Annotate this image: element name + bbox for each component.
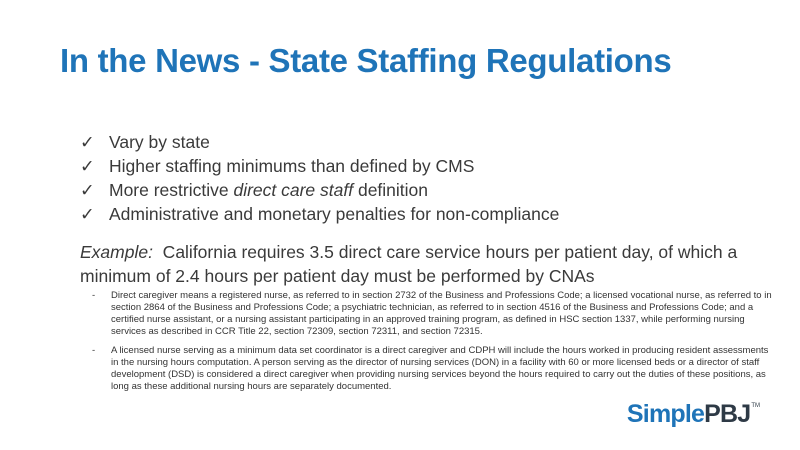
example-text: California requires 3.5 direct care service hours per patient day, of which a minimum of 2.4 hours per patient day must be performed by CNAs: [80, 242, 743, 286]
logo-pbj: PBJ: [704, 400, 751, 428]
checklist-item-text: [109, 178, 428, 202]
logo-trademark: TM: [751, 403, 760, 409]
simplepbj-logo: [627, 400, 760, 429]
checklist-item: [80, 178, 559, 202]
note-item: [92, 345, 772, 393]
checklist-item: [80, 154, 559, 178]
note-text: Direct caregiver means a registered nurse, as referred to in section 2732 of the Business and Professions Code; a licensed vocational nurse, as referred to in section 2864 of the Business and Professions Code; a psychiatric technician, as referred to in section 4516 of the Business and Professions Code; and a certified nurse assistant, or a nursing assistant participating in an approved training program, as defined in HSC section 1337, while performing nursing services as described in CCR Title 22, section 72309, section 72311, and section 72315.: [111, 290, 772, 337]
text-plain: More restrictive: [109, 180, 234, 200]
check-icon: ✓: [80, 132, 95, 152]
checklist-item-text: Higher staffing minimums than defined by CMS: [109, 156, 475, 176]
checklist: [80, 130, 559, 226]
text-plain: definition: [353, 180, 429, 200]
text-italic: direct care staff: [233, 180, 354, 200]
checklist-item: [80, 130, 559, 154]
example-paragraph: [80, 240, 770, 288]
dash-bullet: -: [92, 345, 96, 356]
check-icon: ✓: [80, 204, 95, 224]
check-icon: ✓: [80, 180, 95, 200]
example-lead: Example:: [80, 242, 153, 262]
note-item: [92, 290, 772, 338]
dash-bullet: -: [92, 290, 96, 301]
note-text: A licensed nurse serving as a minimum data set coordinator is a direct caregiver and CDPH will include the hours worked in producing resident assessments in the nursing hours computation. A person serving as the director of nursing services (DON) in a facility with 60 or more licensed beds or a director of staff development (DSD) is considered a direct caregiver when providing nursing services beyond the hours required to carry out the duties of these positions, as long as these additional nursing hours are separately documented.: [111, 345, 769, 392]
checklist-item-text: Vary by state: [109, 132, 210, 152]
checklist-item-text: Administrative and monetary penalties for non-compliance: [109, 204, 560, 224]
checklist-item: [80, 202, 559, 226]
slide-title: In the News - State Staffing Regulations: [60, 42, 672, 79]
notes-list: [92, 290, 772, 400]
logo-simple: Simple: [626, 400, 705, 428]
check-icon: ✓: [80, 156, 95, 176]
